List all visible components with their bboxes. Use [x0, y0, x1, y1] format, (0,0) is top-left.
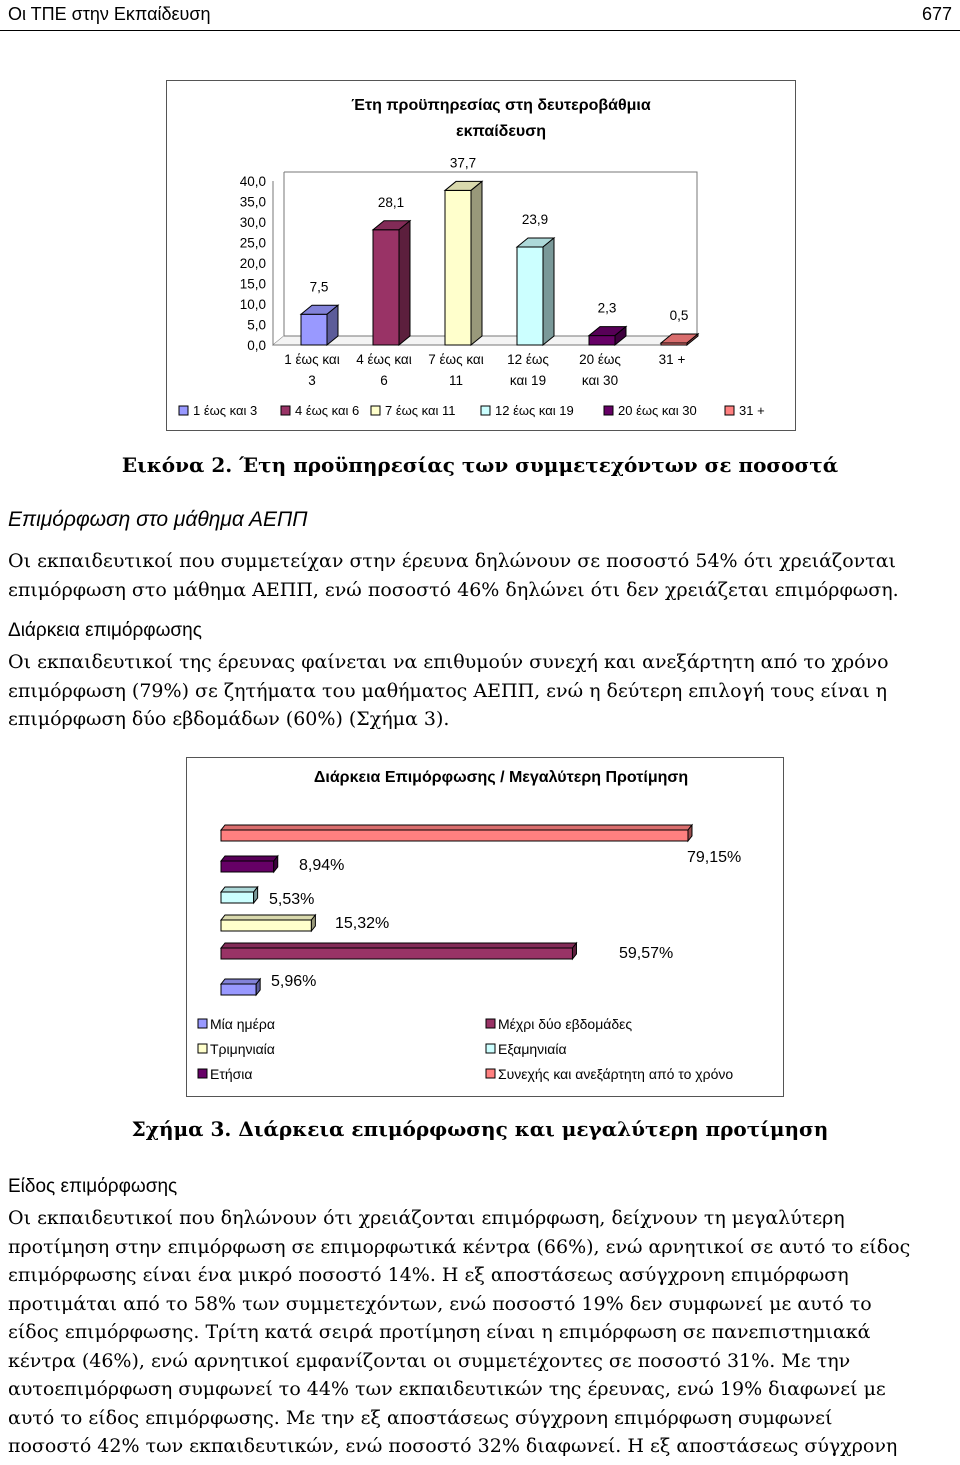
- legend-swatch: [281, 406, 290, 415]
- paragraph-line: επιμόρφωσης είναι ένα μικρό ποσοστό 14%. Η εξ αποστάσεως ασύγχρονη επιμόρφωση: [8, 1264, 849, 1286]
- data-label: 8,94%: [299, 857, 345, 874]
- legend-swatch: [486, 1019, 495, 1028]
- chart-duration-svg: [187, 758, 783, 1096]
- paragraph-line: επιμόρφωση δύο εβδομάδων (60%) (Σχήμα 3).: [8, 708, 450, 730]
- data-label: 15,32%: [335, 915, 390, 932]
- figure-caption-1: Εικόνα 2. Έτη προϋπηρεσίας των συμμετεχόντων σε ποσοστά: [121, 453, 839, 477]
- bar: [445, 181, 482, 345]
- legend-swatch: [198, 1069, 207, 1078]
- y-tick-label: 5,0: [247, 317, 266, 333]
- bar: [221, 943, 576, 959]
- paragraph-training: [8, 547, 954, 604]
- y-tick-label: 30,0: [239, 215, 266, 230]
- bar: [221, 825, 692, 841]
- legend-swatch: [486, 1044, 495, 1053]
- legend-swatch: [481, 406, 490, 415]
- paragraph-line: επιμόρφωση στο μάθημα ΑΕΠΠ, ενώ ποσοστό 46% δηλώνει ότι δεν χρειάζεται επιμόρφωση.: [8, 578, 899, 601]
- x-tick-label: και 19: [509, 373, 547, 388]
- header-rule: [0, 30, 960, 31]
- running-title: Οι ΤΠΕ στην Εκπαίδευση: [8, 4, 211, 24]
- legend-label: Ετήσια: [210, 1066, 253, 1082]
- x-tick-label: 1 έως και: [284, 352, 340, 367]
- section-heading-training: Επιμόρφωση στο μάθημα ΑΕΠΠ: [8, 508, 308, 531]
- figure-caption-2: Σχήμα 3. Διάρκεια επιμόρφωσης και μεγαλύτερη προτίμηση: [131, 1117, 829, 1141]
- legend-label: Μέχρι δύο εβδομάδες: [498, 1016, 633, 1032]
- x-tick-label: 11: [448, 373, 464, 388]
- legend-label: 31 +: [739, 403, 765, 418]
- y-tick-label: 15,0: [239, 276, 266, 292]
- legend-label: 7 έως και 11: [385, 403, 456, 418]
- paragraph-line: αυτοεπιμόρφωση συμφωνεί το 44% των εκπαιδευτικών της έρευνας, ενώ 19% διαφωνεί με: [8, 1378, 886, 1400]
- legend-label: 4 έως και 6: [295, 403, 360, 418]
- x-tick-label: 7 έως και: [428, 352, 484, 367]
- page-number: 677: [921, 4, 952, 24]
- data-label: 5,96%: [271, 973, 317, 990]
- chart-title-line: εκπαίδευση: [456, 123, 546, 140]
- data-label: 79,15%: [687, 849, 742, 866]
- back-wall: [284, 172, 697, 336]
- chart-title: Διάρκεια Επιμόρφωσης / Μεγαλύτερη Προτίμηση: [313, 769, 689, 786]
- y-tick-label: 35,0: [239, 194, 266, 210]
- legend-swatch: [486, 1069, 495, 1078]
- paragraph-line: κέντρα (46%), ενώ αρνητικοί εμφανίζονται οι συμμετέχοντες σε ποσοστό 31%. Με την: [8, 1349, 851, 1372]
- paragraph-line: Οι εκπαιδευτικοί που συμμετείχαν στην έρευνα δηλώνουν σε ποσοστό 54% ότι χρειάζονται: [8, 550, 896, 572]
- legend-label: Τριμηνιαία: [210, 1041, 275, 1057]
- paragraph-line: προτίμηση στην επιμόρφωση σε επιμορφωτικά κέντρα (66%), ενώ αρνητικοί σε αυτό το είδος: [8, 1235, 911, 1258]
- legend-label: Μία ημέρα: [210, 1016, 275, 1032]
- x-tick-label: 20 έως: [579, 352, 621, 367]
- data-label: 23,9: [521, 212, 549, 228]
- bar: [221, 979, 260, 995]
- legend-label: Εξαμηνιαία: [498, 1041, 567, 1057]
- page-header: [8, 2, 952, 30]
- legend-label: 12 έως και 19: [495, 403, 574, 418]
- paragraph-line: προτιμάται από το 58% των συμμετεχόντων, ενώ ποσοστό 19% δεν συμφωνεί με αυτό το: [8, 1292, 872, 1315]
- bar: [301, 305, 338, 345]
- section-heading-type: Είδος επιμόρφωσης: [8, 1176, 178, 1197]
- paragraph-line: Οι εκπαιδευτικοί της έρευνας φαίνεται να επιθυμούν συνεχή και ανεξάρτητη από το χρόνο: [8, 651, 889, 673]
- x-tick-label: 31 +: [658, 352, 686, 367]
- data-label: 2,3: [597, 300, 617, 316]
- legend-swatch: [198, 1019, 207, 1028]
- paragraph-line: ποσοστό 42% των εκπαιδευτικών, ενώ ποσοστό 32% διαφωνεί. Η εξ αποστάσεως σύγχρονη: [8, 1435, 898, 1457]
- bar: [221, 856, 278, 872]
- paragraph-type: [8, 1204, 954, 1461]
- legend-swatch: [179, 406, 188, 415]
- legend-swatch: [371, 406, 380, 415]
- paragraph-line: αυτό το είδος επιμόρφωσης. Με την εξ αποστάσεως σύγχρονη επιμόρφωση συμφωνεί: [8, 1406, 833, 1429]
- chart-title-line: Έτη προϋπηρεσίας στη δευτεροβάθμια: [351, 97, 651, 114]
- paragraph-line: Οι εκπαιδευτικοί που δηλώνουν ότι χρειάζονται επιμόρφωση, δείχνουν τη μεγαλύτερη: [8, 1207, 845, 1229]
- legend-label: Συνεχής και ανεξάρτητη από το χρόνο: [498, 1066, 734, 1082]
- legend-swatch: [604, 406, 613, 415]
- x-tick-label: και 30: [581, 373, 619, 388]
- paragraph-line: επιμόρφωση (79%) σε ζητήματα του μαθήματος ΑΕΠΠ, ενώ η δεύτερη επιλογή τους είναι η: [8, 679, 888, 702]
- bar: [221, 915, 315, 931]
- legend-label: 20 έως και 30: [618, 403, 697, 418]
- paragraph-duration: [8, 648, 954, 734]
- chart-experience: [166, 80, 796, 431]
- x-tick-label: 12 έως: [507, 352, 549, 367]
- x-tick-label: 3: [308, 373, 316, 388]
- legend-label: 1 έως και 3: [193, 403, 258, 418]
- y-wall: [273, 172, 284, 345]
- y-tick-label: 20,0: [239, 256, 266, 271]
- bar: [517, 238, 554, 345]
- section-heading-duration: Διάρκεια επιμόρφωσης: [8, 620, 202, 641]
- chart-duration: [186, 757, 784, 1097]
- chart-experience-svg: [167, 81, 795, 430]
- data-label: 7,5: [309, 279, 329, 295]
- x-tick-label: 4 έως και: [356, 352, 412, 367]
- data-label: 59,57%: [619, 945, 674, 962]
- x-tick-label: 6: [380, 373, 388, 388]
- data-label: 37,7: [449, 155, 477, 171]
- bar: [221, 887, 258, 903]
- data-label: 5,53%: [269, 891, 315, 908]
- legend-swatch: [725, 406, 734, 415]
- y-tick-label: 0,0: [247, 338, 266, 353]
- y-tick-label: 40,0: [239, 174, 266, 189]
- y-tick-label: 10,0: [239, 297, 266, 312]
- legend-swatch: [198, 1044, 207, 1053]
- y-tick-label: 25,0: [239, 235, 266, 251]
- data-label: 0,5: [669, 307, 689, 323]
- bar: [373, 221, 410, 345]
- data-label: 28,1: [377, 194, 405, 210]
- paragraph-line: είδος επιμόρφωσης. Τρίτη κατά σειρά προτίμηση είναι η επιμόρφωση σε πανεπιστημιακά: [8, 1321, 871, 1343]
